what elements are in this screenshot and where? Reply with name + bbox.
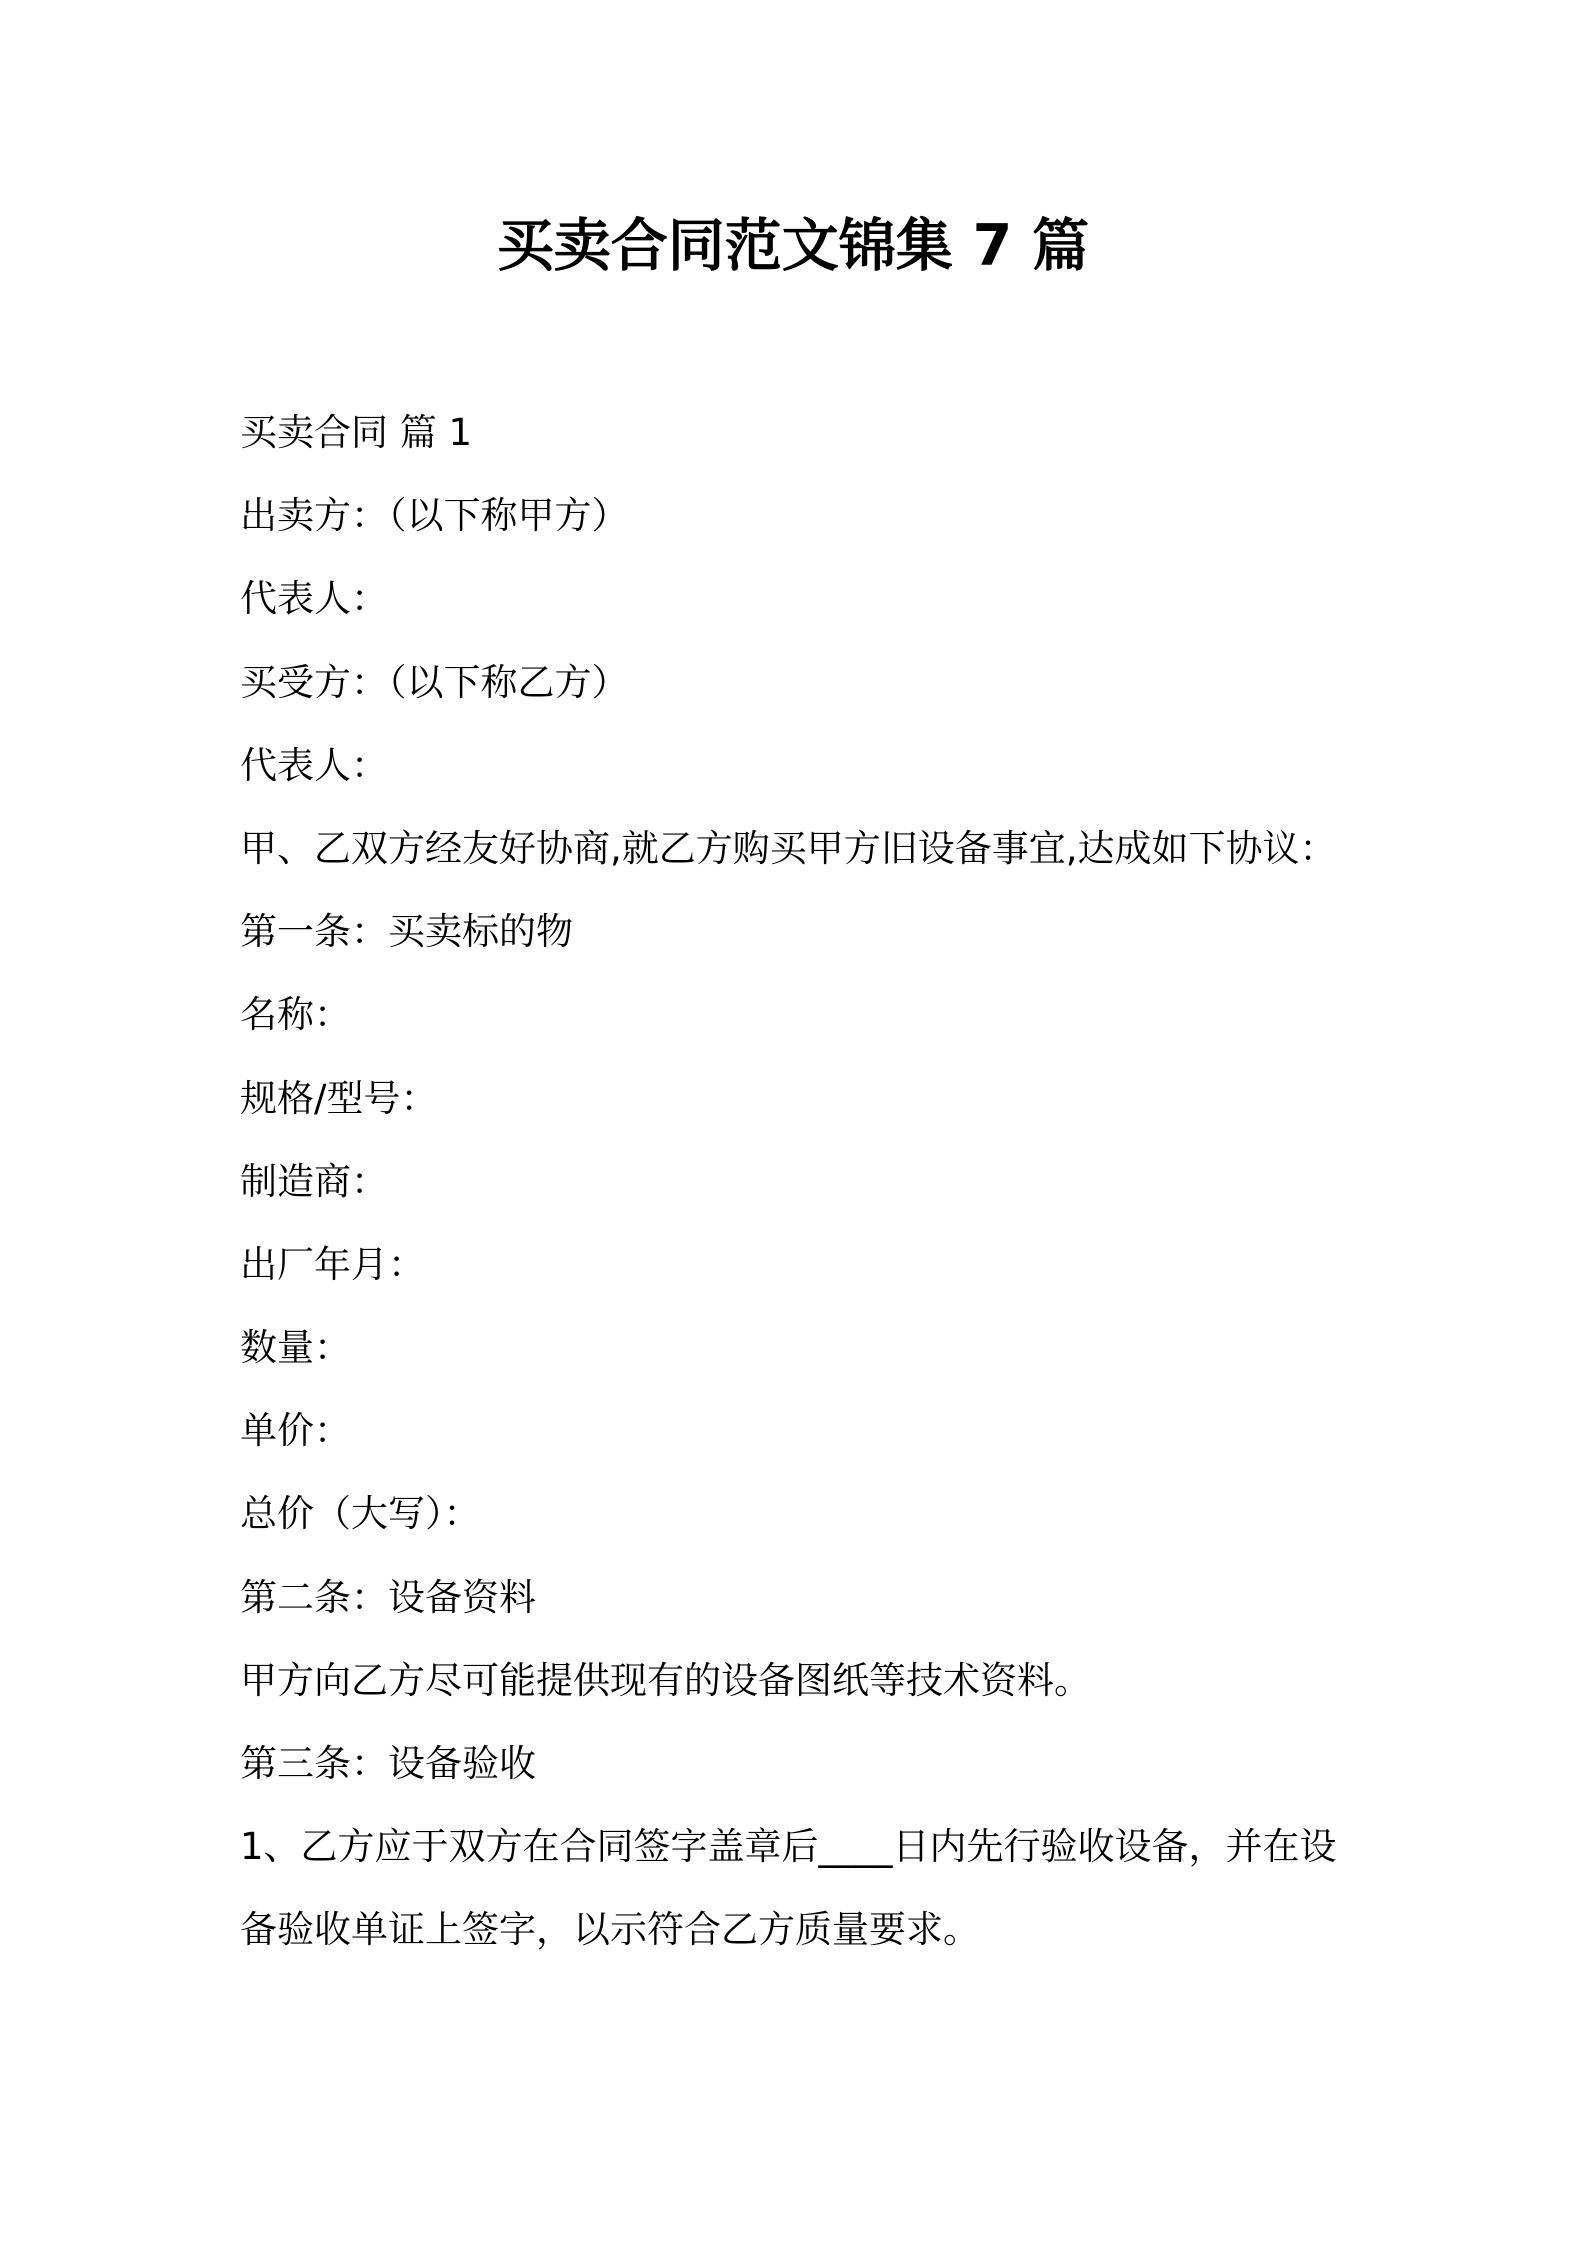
document-title: 买卖合同范文锦集 7 篇 [496,213,1090,279]
field-quantity: 数量： [240,1326,351,1370]
article-1-heading: 第一条：买卖标的物 [240,910,573,954]
field-unit-price: 单价： [240,1409,351,1453]
contract-heading: 买卖合同 篇 1 [240,411,473,454]
article-3-heading: 第三条：设备验收 [240,1742,536,1785]
preamble-line: 甲、乙双方经友好协商,就乙方购买甲方旧设备事宜,达成如下协议： [240,826,1337,870]
article-2-text: 甲方向乙方尽可能提供现有的设备图纸等技术资料。 [240,1658,1091,1702]
seller-representative-line: 代表人： [240,577,388,621]
field-manufacture-date: 出厂年月： [240,1242,425,1286]
document-body [240,391,1540,1972]
buyer-representative-line: 代表人： [240,743,388,787]
field-total-price: 总价（大写）： [240,1492,481,1536]
seller-line: 出卖方：（以下称甲方） [240,494,629,538]
article-2-heading: 第二条：设备资料 [240,1575,536,1619]
field-spec-model: 规格/型号： [240,1076,438,1120]
field-name: 名称： [240,993,351,1037]
article-3-clause-1-line: 1、乙方应于双方在合同签字盖章后____日内先行验收设备，并在设 [240,1825,1337,1869]
buyer-line: 买受方：（以下称乙方） [240,660,629,704]
article-3-clause-1-line: 备验收单证上签字，以示符合乙方质量要求。 [240,1908,980,1952]
field-manufacturer: 制造商： [240,1159,388,1203]
